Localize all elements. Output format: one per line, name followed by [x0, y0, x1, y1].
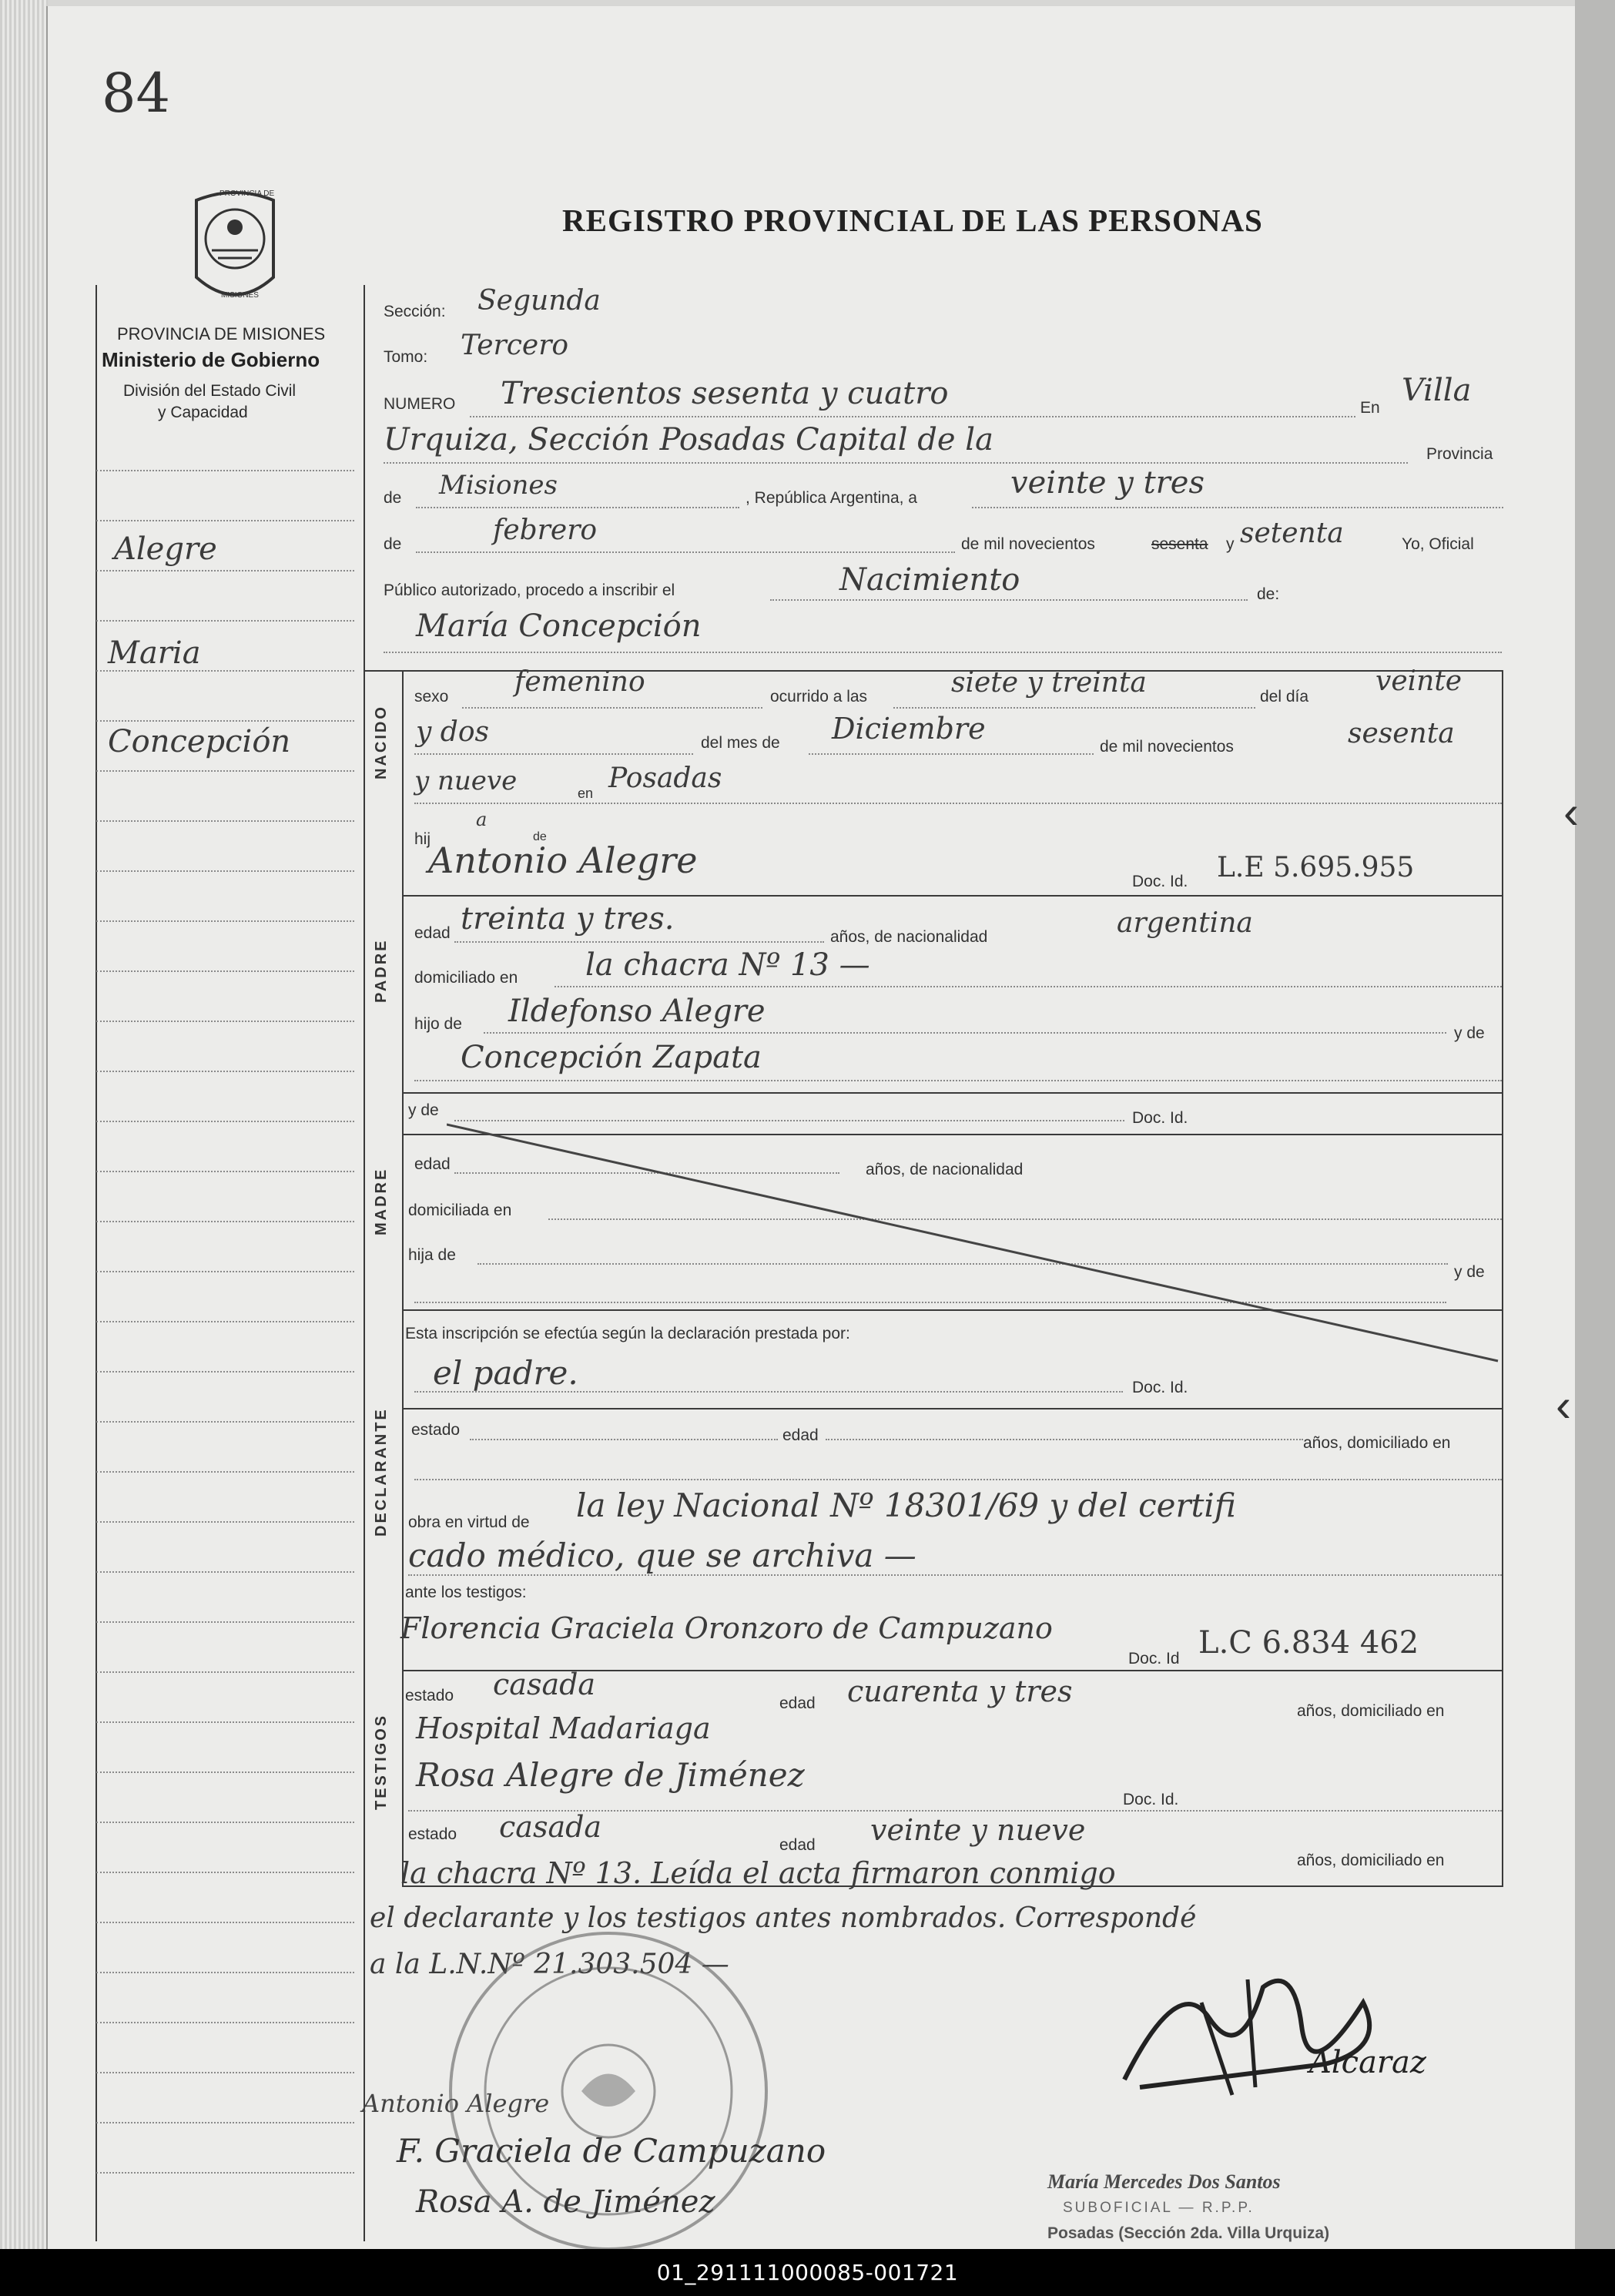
- mes-nac-value: Diciembre: [832, 712, 986, 746]
- margin-rule: [96, 470, 354, 471]
- province-label: PROVINCIA DE MISIONES: [117, 324, 326, 344]
- dia-rule: [972, 507, 1503, 508]
- de-mil-label: de mil novecientos: [961, 535, 1095, 553]
- margin-rule: [96, 1371, 354, 1373]
- hijo-de-label: hijo de: [414, 1015, 462, 1033]
- padre-nac-value: argentina: [1117, 907, 1253, 939]
- anio-value: setenta: [1240, 518, 1344, 549]
- margin-rule: [96, 1471, 354, 1473]
- dia-nac-value: veinte: [1375, 665, 1463, 697]
- margin-rule: [96, 520, 354, 521]
- padre-edad-rule: [454, 941, 824, 943]
- provincia-label: Provincia: [1426, 445, 1493, 463]
- doc-id-label-2: Doc. Id.: [1132, 1109, 1188, 1127]
- margin-rule: [96, 720, 354, 722]
- tab-marker-icon: ‹: [1563, 786, 1579, 838]
- hora-value: siete y treinta: [951, 667, 1147, 699]
- crest-text-top: PROVINCIA DE: [219, 189, 275, 198]
- official-signature-scribble: [1109, 1956, 1402, 2110]
- padre-edad-value: treinta y tres.: [461, 901, 675, 937]
- margin-rule: [96, 770, 354, 772]
- margin-rule: [96, 620, 354, 622]
- ministry-label: Ministerio de Gobierno: [102, 348, 320, 371]
- tab-marker-icon: ‹: [1556, 1379, 1571, 1431]
- margin-rule: [96, 920, 354, 922]
- edad-label-2: edad: [414, 1155, 451, 1173]
- hija-de-label: hija de: [408, 1246, 456, 1264]
- margin-rule: [96, 870, 354, 872]
- decl-estado-rule: [470, 1439, 778, 1440]
- padre-dom-rule: [555, 986, 1502, 987]
- de-label-1: de: [384, 489, 402, 507]
- margin-rule: [96, 1321, 354, 1322]
- lugar-nac-value: Posadas: [608, 763, 722, 794]
- image-id-bar: 01_291111000085-001721: [0, 2249, 1615, 2296]
- margin-rule: [96, 1271, 354, 1272]
- edad-label-1: edad: [414, 924, 451, 942]
- margin-surname: Alegre: [114, 531, 217, 567]
- anos-dom-label-2: años, domiciliado en: [1297, 1702, 1445, 1720]
- section-label-declarante: DECLARANTE: [373, 1407, 390, 1537]
- crest-text-bottom: MISIONES: [221, 291, 259, 300]
- sexo-label: sexo: [414, 688, 449, 706]
- numero-label: NUMERO: [384, 395, 456, 413]
- margin-rule: [96, 1771, 354, 1773]
- y-label: y: [1226, 535, 1235, 553]
- provincia-rule: [416, 507, 739, 508]
- margin-rule: [96, 1171, 354, 1172]
- sesenta-struck-label: sesenta: [1151, 535, 1208, 553]
- nombre-rule: [384, 652, 1502, 653]
- y-de-left-label: y de: [408, 1101, 439, 1119]
- anos-nac-label-2: años, de nacionalidad: [866, 1161, 1024, 1178]
- yo-oficial-label: Yo, Oficial: [1402, 535, 1474, 553]
- testigo1-estado-value: casada: [493, 1668, 596, 1701]
- en-label: En: [1360, 399, 1380, 417]
- seccion-label: Sección:: [384, 303, 446, 320]
- lugar-rule: [384, 462, 1408, 464]
- en-small-label: en: [578, 786, 594, 801]
- edad-label-3: edad: [782, 1426, 819, 1444]
- provincia-value: Misiones: [439, 470, 558, 501]
- witness2-signature: Rosa A. de Jiménez: [416, 2184, 715, 2220]
- doc-id-label-4: Doc. Id: [1128, 1650, 1180, 1668]
- acto-rule: [770, 599, 1248, 601]
- estado-label-2: estado: [405, 1687, 454, 1704]
- hij-de-label: de: [533, 830, 547, 843]
- de-colon-label: de:: [1257, 585, 1280, 603]
- margin-rule: [96, 1071, 354, 1072]
- edad-label-4: edad: [779, 1694, 816, 1712]
- divider-testigos-bottom: [402, 1885, 1502, 1887]
- abuelo-rule: [484, 1032, 1446, 1034]
- padre-doc-value: L.E 5.695.955: [1217, 852, 1415, 883]
- margin-rule: [96, 1872, 354, 1873]
- margin-rule: [96, 1521, 354, 1523]
- cierre1-value: la chacra Nº 13. Leída el acta firmaron conmigo: [400, 1856, 1116, 1890]
- testigo1-value: Florencia Graciela Oronzoro de Campuzano: [400, 1611, 1053, 1645]
- ante-testigos-label: ante los testigos:: [405, 1584, 527, 1601]
- margin-rule: [96, 1221, 354, 1222]
- hij-label: hij: [414, 830, 431, 848]
- cierre3-value: a la L.N.Nº 21.303.504 —: [370, 1949, 729, 1980]
- del-dia-label: del día: [1260, 688, 1309, 706]
- del-mes-label: del mes de: [701, 734, 780, 752]
- section-label-testigos: TESTIGOS: [373, 1713, 390, 1810]
- margin-rule: [96, 1972, 354, 1973]
- officer-stamp-role: SUBOFICIAL — R.P.P.: [1063, 2200, 1255, 2216]
- ley-value: la ley Nacional Nº 18301/69 y del certifi: [576, 1487, 1236, 1524]
- testigo2-edad-value: veinte y nueve: [870, 1813, 1086, 1847]
- republica-label: , República Argentina, a: [746, 489, 917, 507]
- divider-decl-top: [402, 1408, 1502, 1409]
- section-label-nacido: NACIDO: [373, 705, 390, 779]
- lugar-nac-rule: [414, 803, 1502, 804]
- decl-dom-rule: [414, 1479, 1502, 1480]
- mes-nac-rule: [809, 753, 1094, 755]
- abuelo-value: Ildefonso Alegre: [508, 994, 766, 1029]
- tomo-value: Tercero: [461, 330, 569, 361]
- padre-nombre-value: Antonio Alegre: [428, 840, 698, 881]
- division-label-2: y Capacidad: [158, 404, 248, 421]
- ley2-rule: [408, 1574, 1502, 1576]
- publico-label: Público autorizado, procedo a inscribir el: [384, 582, 675, 599]
- anos-nac-label-1: años, de nacionalidad: [830, 928, 988, 946]
- margin-rule: [96, 970, 354, 972]
- ocurrido-label: ocurrido a las: [770, 688, 868, 706]
- testigo2-value: Rosa Alegre de Jiménez: [416, 1756, 805, 1794]
- right-border: [1502, 670, 1503, 1887]
- de-mil2-label: de mil novecientos: [1100, 738, 1234, 756]
- left-column-border: [95, 285, 97, 2241]
- doc-id-label-3: Doc. Id.: [1132, 1379, 1188, 1396]
- anos-dom-label-3: años, domiciliado en: [1297, 1852, 1445, 1869]
- margin-rule: [96, 2122, 354, 2123]
- anio-nac-value: sesenta: [1348, 718, 1455, 749]
- margin-rule: [96, 1571, 354, 1573]
- margin-rule: [96, 2172, 354, 2174]
- nombre-value: María Concepción: [416, 608, 702, 644]
- testigo1-dom-value: Hospital Madariaga: [416, 1711, 711, 1745]
- section-label-madre: MADRE: [373, 1167, 390, 1235]
- section-label-border: [402, 670, 404, 1887]
- margin-second-name: Concepción: [108, 724, 291, 759]
- mes-value: febrero: [493, 515, 598, 546]
- anio-nac2-value: y nueve: [414, 766, 518, 796]
- declarante-value: el padre.: [433, 1354, 578, 1392]
- abuela-rule: [414, 1080, 1502, 1081]
- decl-edad-rule: [826, 1439, 1303, 1440]
- margin-rule: [96, 1621, 354, 1623]
- cierre2-value: el declarante y los testigos antes nombrados. Correspondé: [370, 1902, 1197, 1934]
- sexo-rule: [462, 707, 762, 709]
- anos-dom-label-1: años, domiciliado en: [1303, 1434, 1451, 1452]
- margin-rule: [96, 2072, 354, 2073]
- declarante-rule: [414, 1391, 1123, 1393]
- book-binding-right: [1575, 0, 1615, 2249]
- margin-rule: [96, 2022, 354, 2023]
- padre-dom-value: la chacra Nº 13 —: [585, 947, 870, 983]
- acto-value: Nacimiento: [839, 562, 1020, 598]
- margin-rule: [96, 570, 354, 571]
- book-page-edges: [0, 0, 48, 2249]
- divider-padre: [402, 1092, 1502, 1094]
- margin-rule: [96, 1922, 354, 1923]
- edad-label-5: edad: [779, 1836, 816, 1854]
- margin-first-name: Maria: [108, 635, 201, 671]
- sexo-value: femenino: [514, 666, 645, 698]
- margin-rule: [96, 1721, 354, 1723]
- margin-rule: [96, 1021, 354, 1022]
- official-signature: Alcaraz: [1309, 2045, 1426, 2080]
- hora-rule: [893, 707, 1255, 709]
- margin-rule: [96, 1822, 354, 1823]
- dia-nac2-value: y dos: [416, 716, 489, 748]
- dia-value: veinte y tres: [1010, 465, 1205, 501]
- testigo2-estado-value: casada: [499, 1810, 602, 1844]
- page-number: 84: [102, 62, 171, 125]
- esta-inscripcion-label: Esta inscripción se efectúa según la declaración prestada por:: [405, 1325, 850, 1342]
- domiciliado-label: domiciliado en: [414, 969, 518, 987]
- domiciliada-label: domiciliada en: [408, 1202, 512, 1219]
- numero-rule: [470, 416, 1355, 417]
- estado-label-3: estado: [408, 1825, 457, 1843]
- main-column-border: [364, 285, 365, 2241]
- witness1-signature: F. Graciela de Campuzano: [397, 2132, 826, 2170]
- en-value: Villa: [1402, 373, 1472, 408]
- officer-stamp-name: María Mercedes Dos Santos: [1047, 2170, 1281, 2193]
- y-de-label-1: y de: [1454, 1024, 1485, 1042]
- lugar-value: Urquiza, Sección Posadas Capital de la: [384, 422, 993, 458]
- ley2-value: cado médico, que se archiva —: [408, 1537, 916, 1574]
- testigo1-edad-value: cuarenta y tres: [847, 1674, 1073, 1708]
- father-signature: Antonio Alegre: [362, 2089, 550, 2118]
- section-label-padre: PADRE: [373, 938, 390, 1003]
- obra-label: obra en virtud de: [408, 1513, 530, 1531]
- seccion-value: Segunda: [477, 285, 601, 317]
- doc-id-label-1: Doc. Id.: [1132, 873, 1188, 890]
- estado-label-1: estado: [411, 1421, 461, 1439]
- margin-rule: [96, 1121, 354, 1122]
- mes-rule: [416, 551, 955, 553]
- division-label: División del Estado Civil: [123, 382, 297, 400]
- de-label-2: de: [384, 535, 402, 553]
- divider-madre: [402, 1309, 1502, 1311]
- page-title: REGISTRO PROVINCIAL DE LAS PERSONAS: [562, 203, 1263, 238]
- margin-rule: [96, 820, 354, 822]
- margin-rule: [96, 1421, 354, 1423]
- hij-suffix: a: [476, 809, 488, 830]
- dia-nac2-rule: [414, 753, 693, 755]
- margin-rule: [96, 1671, 354, 1673]
- divider-nacido: [402, 895, 1502, 897]
- y-de-label-2: y de: [1454, 1263, 1485, 1281]
- testigo1-doc-value: L.C 6.834 462: [1198, 1625, 1419, 1661]
- doc-id-label-5: Doc. Id.: [1123, 1791, 1179, 1808]
- officer-stamp-office: Posadas (Sección 2da. Villa Urquiza): [1047, 2224, 1330, 2242]
- abuela-value: Concepción Zapata: [461, 1040, 762, 1075]
- tomo-label: Tomo:: [384, 348, 428, 366]
- numero-value: Trescientos sesenta y cuatro: [501, 376, 949, 411]
